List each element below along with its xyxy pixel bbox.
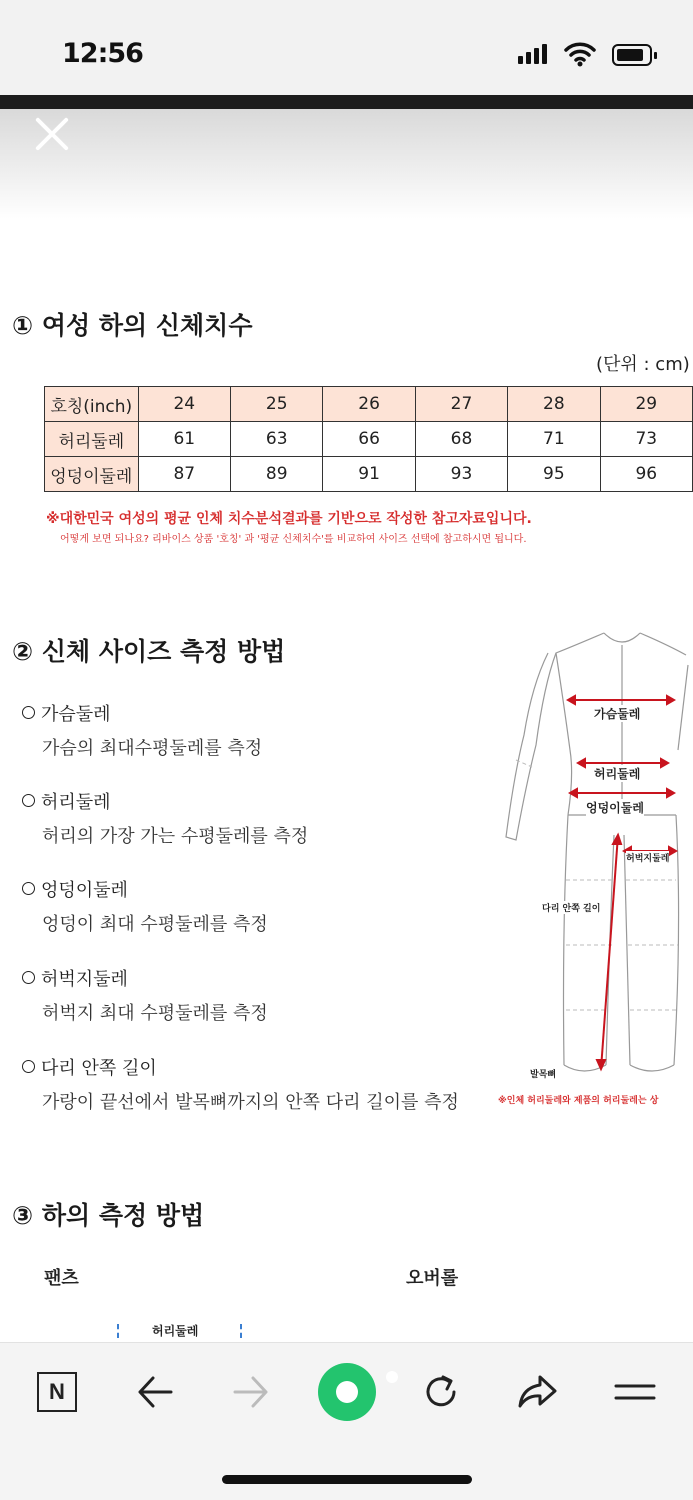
overall-label: 오버롤	[406, 1268, 459, 1289]
battery-icon	[612, 44, 652, 66]
measure-title: 허벅지둘레	[41, 969, 128, 990]
measure-guide-tick	[240, 1324, 242, 1338]
section-title-body-size: ① 여성 하의 신체치수	[12, 311, 253, 340]
status-time: 12:56	[62, 38, 143, 69]
measure-desc: 엉덩이 최대 수평둘레를 측정	[42, 914, 268, 935]
table-cell: 호칭(inch)	[45, 387, 139, 422]
measure-title: 엉덩이둘레	[41, 880, 128, 901]
table-cell: 89	[231, 457, 323, 492]
measure-title: 가슴둘레	[41, 704, 111, 725]
menu-icon	[614, 1380, 656, 1404]
table-row	[45, 387, 693, 422]
measure-title: 다리 안쪽 길이	[41, 1058, 157, 1079]
table-cell: 61	[138, 422, 230, 457]
table-cell: 28	[508, 387, 600, 422]
measure-guide-tick	[117, 1324, 119, 1338]
average-size-note: ※대한민국 여성의 평균 인체 치수분석결과를 기반으로 작성한 참고자료입니다.	[46, 511, 532, 527]
browser-bottom-bar	[0, 1342, 693, 1500]
refresh-icon	[421, 1372, 461, 1412]
table-cell: 87	[138, 457, 230, 492]
list-item	[22, 1054, 459, 1114]
share-icon	[516, 1373, 558, 1411]
section-title-bottoms-measure: ③ 하의 측정 방법	[12, 1201, 205, 1230]
section-title-measure-method: ② 신체 사이즈 측정 방법	[12, 637, 286, 666]
table-cell: 27	[415, 387, 507, 422]
table-cell: 24	[138, 387, 230, 422]
notification-dot	[386, 1371, 398, 1383]
document-top-strip	[0, 95, 693, 109]
naver-home-button[interactable]	[34, 1369, 80, 1415]
table-cell: 71	[508, 422, 600, 457]
how-to-read-note: 어떻게 보면 되나요? 리바이스 상품 '호칭' 과 '평균 신체치수'를 비교하여 사이즈 선택에 참고하시면 됩니다.	[60, 534, 527, 545]
figure-note: ※인체 허리둘레와 제품의 허리둘레는 상	[498, 1096, 659, 1106]
back-button[interactable]	[132, 1369, 178, 1415]
table-row	[45, 422, 693, 457]
back-arrow-icon	[136, 1375, 174, 1409]
table-cell: 91	[323, 457, 415, 492]
pants-waist-label: 허리둘레	[152, 1324, 199, 1338]
circle-bullet-icon	[22, 971, 35, 984]
table-cell: 26	[323, 387, 415, 422]
share-button[interactable]	[514, 1369, 560, 1415]
figure-label-waist: 허리둘레	[594, 767, 641, 781]
list-item	[22, 700, 262, 760]
signal-icon	[518, 44, 547, 64]
body-measure-figure	[496, 625, 693, 1115]
size-table	[44, 386, 693, 492]
pants-label: 팬츠	[44, 1268, 79, 1289]
body-outline-illustration	[496, 625, 693, 1115]
circle-bullet-icon	[22, 794, 35, 807]
measure-desc: 허리의 가장 가는 수평둘레를 측정	[42, 826, 309, 847]
table-cell: 96	[600, 457, 692, 492]
measure-desc: 허벅지 최대 수평둘레를 측정	[42, 1003, 268, 1024]
table-cell: 엉덩이둘레	[45, 457, 139, 492]
list-item	[22, 965, 268, 1025]
viewer-header	[0, 109, 693, 219]
figure-label-chest: 가슴둘레	[594, 707, 641, 721]
table-cell: 66	[323, 422, 415, 457]
list-item	[22, 876, 268, 936]
figure-label-ankle: 발목뼈	[530, 1067, 556, 1080]
measure-title: 허리둘레	[41, 792, 111, 813]
close-button[interactable]	[30, 112, 74, 156]
figure-label-hip: 엉덩이둘레	[586, 801, 644, 815]
wifi-icon	[564, 40, 596, 68]
table-cell: 68	[415, 422, 507, 457]
forward-button[interactable]	[228, 1369, 274, 1415]
table-cell: 허리둘레	[45, 422, 139, 457]
table-cell: 29	[600, 387, 692, 422]
circle-bullet-icon	[22, 882, 35, 895]
table-cell: 93	[415, 457, 507, 492]
table-cell: 25	[231, 387, 323, 422]
green-home-icon[interactable]	[318, 1363, 376, 1421]
menu-button[interactable]	[612, 1369, 658, 1415]
naver-n-icon: N	[37, 1372, 77, 1412]
unit-note: (단위 : cm)	[596, 354, 690, 375]
circle-bullet-icon	[22, 1060, 35, 1073]
table-row	[45, 457, 693, 492]
refresh-button[interactable]	[418, 1369, 464, 1415]
circle-bullet-icon	[22, 706, 35, 719]
figure-label-inseam: 다리 안쪽 길이	[542, 901, 600, 914]
figure-label-thigh: 허벅지둘레	[626, 851, 669, 864]
measure-desc: 가슴의 최대수평둘레를 측정	[42, 738, 263, 759]
forward-arrow-icon	[232, 1375, 270, 1409]
table-cell: 73	[600, 422, 692, 457]
status-bar	[0, 0, 693, 95]
table-cell: 63	[231, 422, 323, 457]
measure-desc: 가랑이 끝선에서 발목뼈까지의 안쪽 다리 길이를 측정	[42, 1092, 459, 1113]
home-indicator	[222, 1475, 472, 1484]
list-item	[22, 788, 308, 848]
table-cell: 95	[508, 457, 600, 492]
